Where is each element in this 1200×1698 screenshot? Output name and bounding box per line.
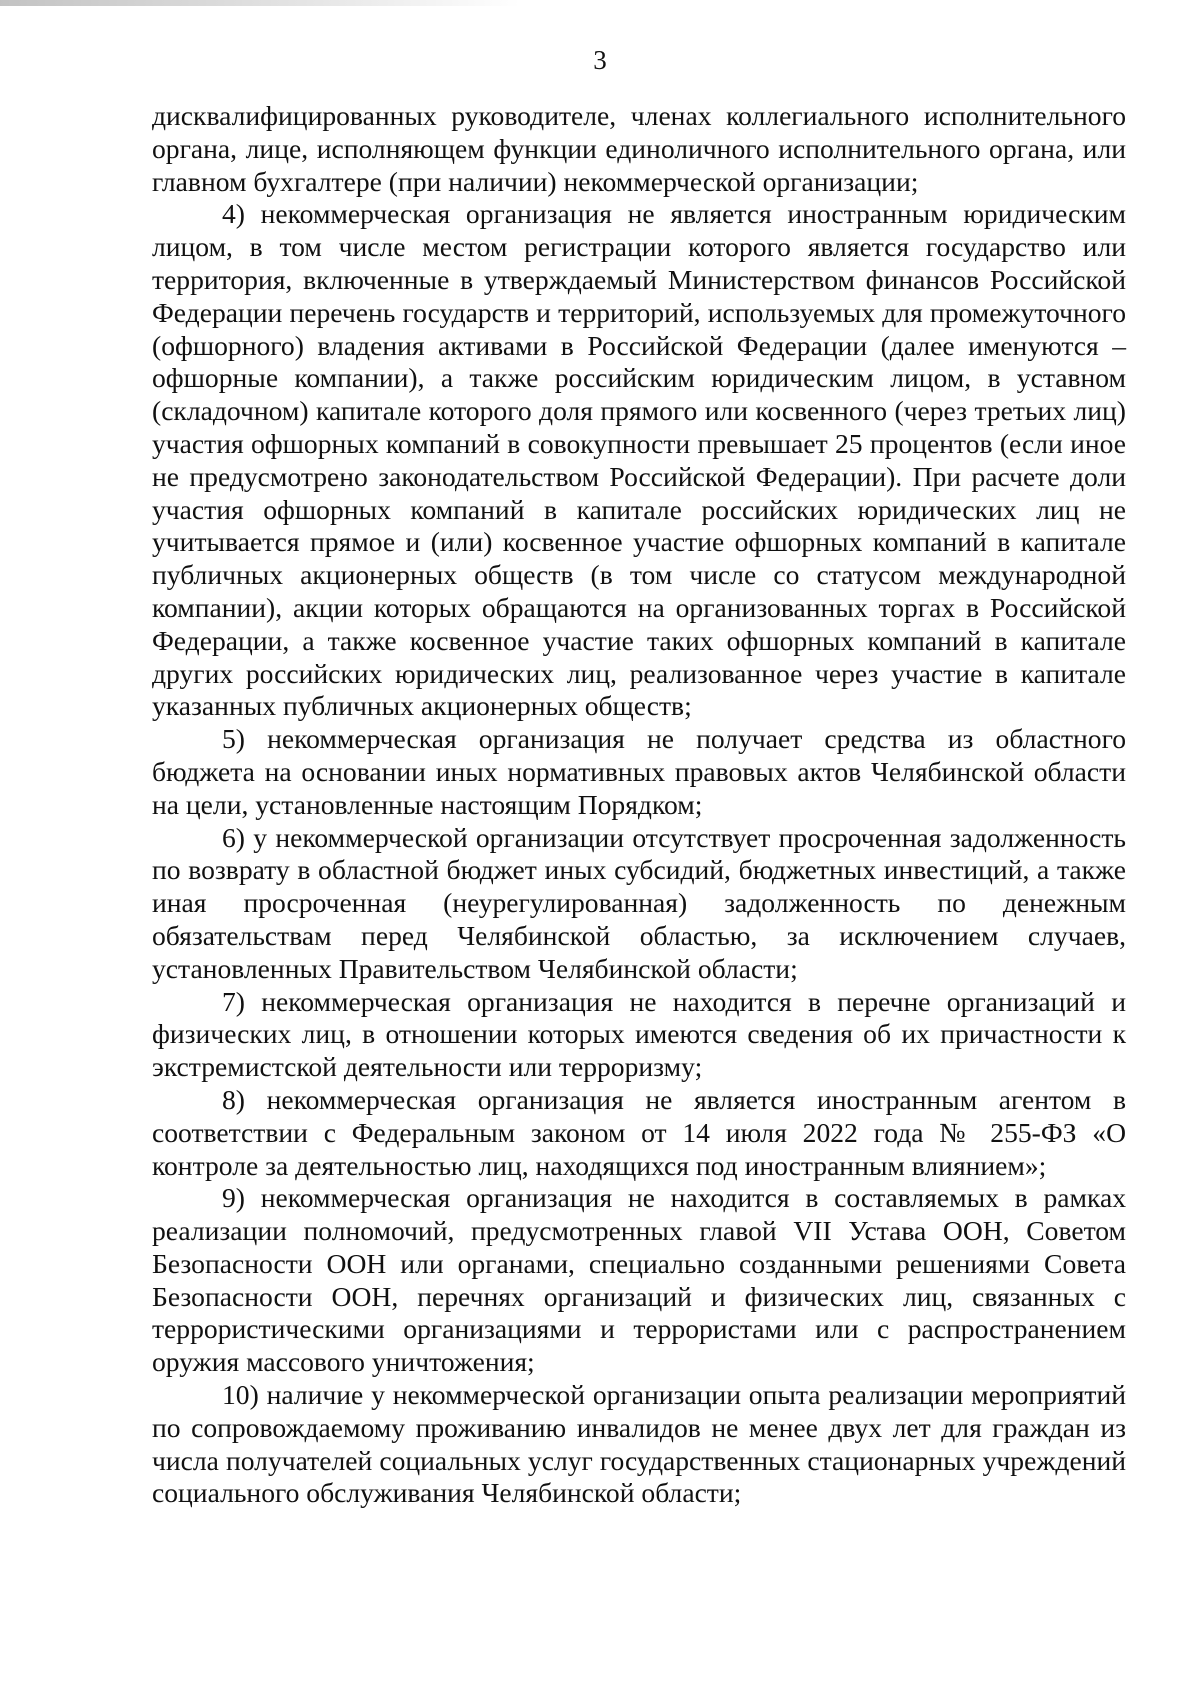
paragraph-item-5: 5) некоммерческая организация не получает средства из областного бюджета на основании иных нормативных правовых актов Челябинской области на цели, установленные настоящим Порядком; [152, 723, 1126, 820]
paragraph-item-7: 7) некоммерческая организация не находится в перечне организаций и физических лиц, в отношении которых имеются сведения об их причастности к экстремистской деятельности или терроризму; [152, 985, 1126, 1083]
page-number: 3 [593, 45, 607, 75]
paragraph-item-3-continuation: дисквалифицированных руководителе, членах коллегиального исполнительного органа, лице, исполняющем функции единоличного исполнительного органа, или главном бухгалтере (при наличии) некоммерческой организации; [152, 100, 1126, 197]
paragraph-item-10: 10) наличие у некоммерческой организации опыта реализации мероприятий по сопровождаемому проживанию инвалидов не менее двух лет для граждан из числа получателей социальных услуг государственных стационарных учреждений социального обслуживания Челябинской области; [152, 1379, 1126, 1509]
document-body [152, 100, 1126, 1510]
paragraph-item-9: 9) некоммерческая организация не находится в составляемых в рамках реализации полномочий, предусмотренных главой VII Устава ООН, Советом Безопасности ООН или органами, специально созданными решениями Совета Безопасности ООН, перечнях организаций и физических лиц, связанных с террористическими организациями и террористами или с распространением оружия массового уничтожения; [152, 1182, 1126, 1378]
paragraph-item-8: 8) некоммерческая организация не является иностранным агентом в соответствии с Федеральным законом от 14 июля 2022 года № 255-ФЗ «О контроле за деятельностью лиц, находящихся под иностранным влиянием»; [152, 1083, 1126, 1181]
paragraph-item-6: 6) у некоммерческой организации отсутствует просроченная задолженность по возврату в областной бюджет иных субсидий, бюджетных инвестиций, а также иная просроченная (неурегулированная) задолженность по денежным обязательствам перед Челябинской областью, за исключением случаев, установленных Правительством Челябинской области; [152, 821, 1126, 984]
paragraph-item-4: 4) некоммерческая организация не является иностранным юридическим лицом, в том числе местом регистрации которого является государство или территория, включенные в утверждаемый Министерством финансов Российской Федерации перечень государств и территорий, используемых для промежуточного (офшорного) владения активами в Российской Федерации (далее именуются – офшорные компании), а также российским юридическим лицом, в уставном (складочном) капитале которого доля прямого или косвенного (через третьих лиц) участия офшорных компаний в совокупности превышает 25 процентов (если иное не предусмотрено законодательством Российской Федерации). При расчете доли участия офшорных компаний в капитале российских юридических лиц не учитывается прямое и (или) косвенное участие офшорных компаний в капитале публичных акционерных обществ (в том числе со статусом международной компании), акции которых обращаются на организованных торгах в Российской Федерации, а также косвенное участие таких офшорных компаний в капитале других российских юридических лиц, реализованное через участие в капитале указанных публичных акционерных обществ; [152, 198, 1126, 722]
scan-edge-artifact [0, 0, 520, 6]
